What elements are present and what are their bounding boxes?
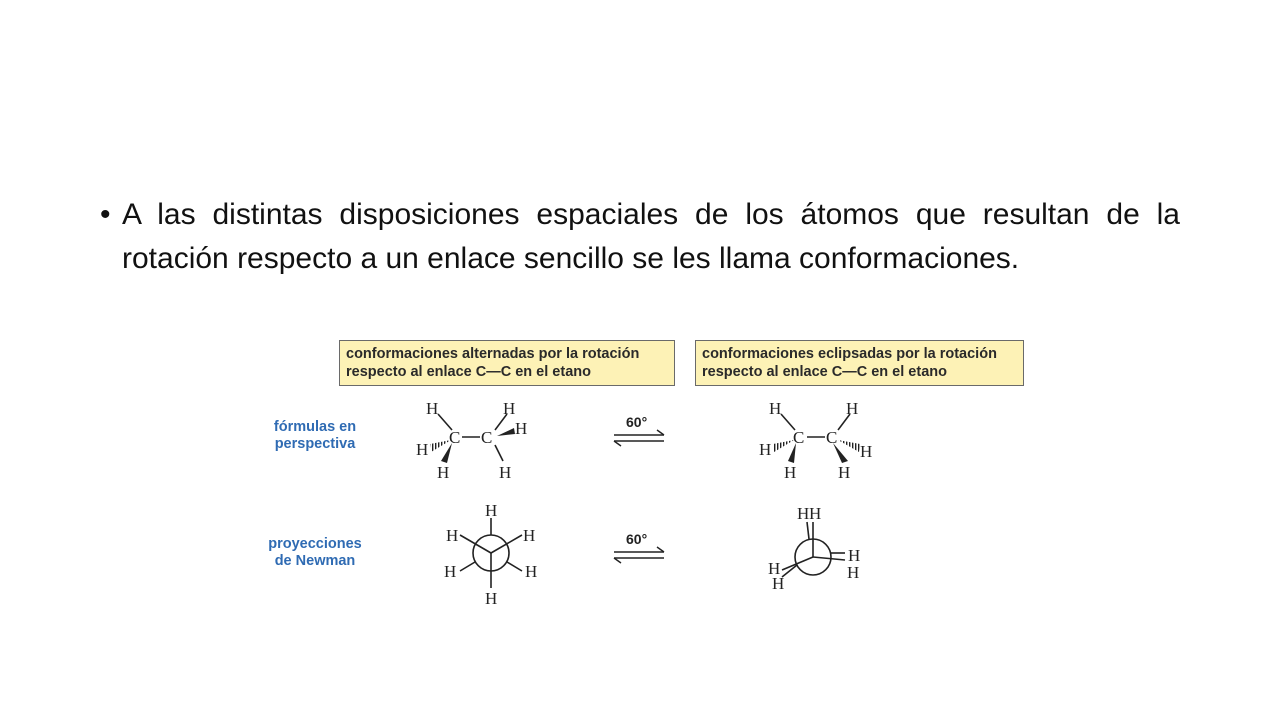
equilibrium-arrow-1 bbox=[614, 414, 664, 446]
atom-label: H bbox=[847, 563, 860, 582]
atom-label: H bbox=[797, 504, 810, 523]
atom-label: H bbox=[426, 399, 439, 418]
atom-label: H bbox=[446, 526, 459, 545]
atom-label: H bbox=[784, 463, 797, 482]
atom-label: C bbox=[826, 428, 838, 447]
atom-label: H bbox=[769, 399, 782, 418]
atom-label: C bbox=[793, 428, 805, 447]
bond-line bbox=[495, 445, 503, 461]
eclipsed-perspective-formula bbox=[773, 414, 860, 463]
rotation-angle-label: 60° bbox=[626, 531, 648, 547]
bullet-text: A las distintas disposiciones espaciales de los átomos que resultan de la rotación respecto a un enlace sencillo se les llama conformaciones. bbox=[122, 198, 1180, 275]
atom-label: H bbox=[525, 562, 538, 581]
atom-label: H bbox=[444, 562, 457, 581]
atom-label: H bbox=[860, 442, 873, 461]
atom-label: C bbox=[481, 428, 493, 447]
row-label-newman: proyecciones de Newman bbox=[268, 536, 362, 569]
staggered-newman-projection bbox=[460, 518, 522, 588]
atom-label: H bbox=[515, 419, 528, 438]
atom-label: H bbox=[759, 440, 772, 459]
atom-label: H bbox=[838, 463, 851, 482]
atom-label: H bbox=[848, 546, 861, 565]
atom-label: C bbox=[449, 428, 461, 447]
atom-label: H bbox=[772, 574, 785, 593]
atom-label: H bbox=[846, 399, 859, 418]
header-staggered: conformaciones alternadas por la rotación respecto al enlace C—C en el etano bbox=[339, 340, 675, 386]
rotation-angle-label: 60° bbox=[626, 414, 648, 430]
atom-label: H bbox=[416, 440, 429, 459]
atom-label: H bbox=[485, 501, 498, 520]
staggered-perspective-labels bbox=[416, 399, 527, 482]
atom-label: H bbox=[523, 526, 536, 545]
row-label-perspective: fórmulas en perspectiva bbox=[273, 419, 357, 452]
atom-label: H bbox=[499, 463, 512, 482]
atom-label: H bbox=[503, 399, 516, 418]
eclipsed-newman-projection bbox=[782, 522, 845, 577]
eclipsed-perspective-labels bbox=[759, 399, 872, 482]
wedge-bond bbox=[497, 428, 515, 436]
atom-label: H bbox=[809, 504, 822, 523]
atom-label: H bbox=[437, 463, 450, 482]
atom-label: H bbox=[768, 559, 781, 578]
bullet-dot: • bbox=[100, 198, 111, 231]
header-eclipsed: conformaciones eclipsadas por la rotación respecto al enlace C—C en el etano bbox=[695, 340, 1024, 386]
staggered-perspective-formula bbox=[430, 414, 515, 463]
atom-label: H bbox=[485, 589, 498, 608]
equilibrium-arrow-2 bbox=[614, 531, 664, 563]
